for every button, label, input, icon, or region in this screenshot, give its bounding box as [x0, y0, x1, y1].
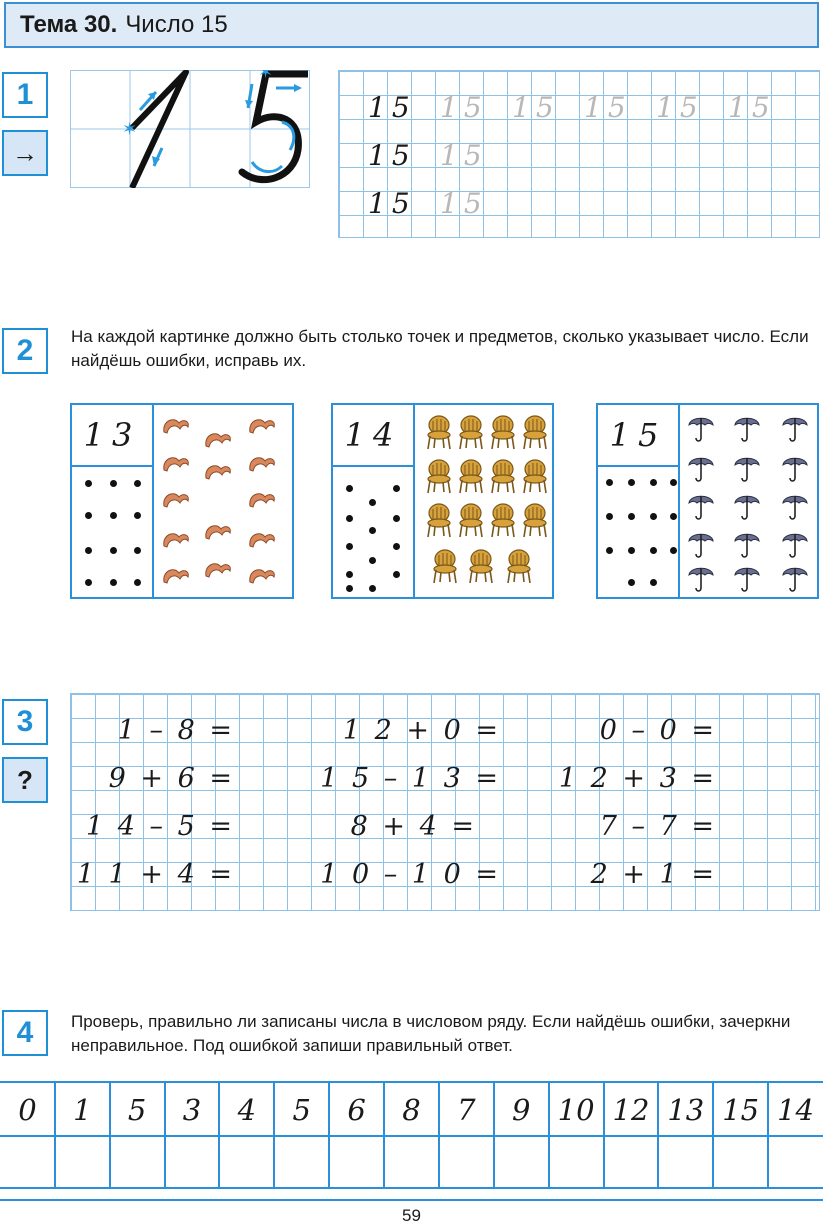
umbrella-icon [688, 563, 714, 598]
cashew-icon [162, 455, 190, 478]
number-cell: 8 [402, 1093, 421, 1127]
cashew-icon [204, 431, 232, 454]
cashew-icon [162, 491, 190, 514]
umbrella-icon [782, 563, 808, 598]
items-box [156, 405, 292, 597]
count-dot [369, 585, 376, 592]
equation: 1 5 – 1 3 = [320, 763, 501, 794]
answer-cell[interactable] [713, 1137, 768, 1187]
copy-row-2-trace-1: 15 [440, 139, 488, 172]
count-dot [606, 479, 613, 486]
copy-row-1-trace-1: 15 [440, 91, 488, 124]
answer-cell[interactable] [274, 1137, 329, 1187]
number-cell: 4 [237, 1093, 257, 1127]
chair-icon [489, 415, 517, 456]
count-dot [650, 479, 657, 486]
count-dot [85, 547, 92, 554]
items-box [417, 405, 552, 597]
count-dot [650, 579, 657, 586]
count-dot [628, 513, 635, 520]
task-2-instruction: На каждой картинке должно быть столько точек и предметов, сколько указывает число. Если найдёшь ошибки, исправь их. [71, 327, 809, 370]
chair-icon [425, 459, 453, 500]
chair-icon [521, 459, 549, 500]
cashew-icon [248, 491, 276, 514]
equation: 1 4 – 5 = [86, 811, 235, 842]
count-dot [134, 547, 141, 554]
umbrella-icon [782, 529, 808, 564]
umbrella-icon [734, 563, 760, 598]
count-dot [393, 571, 400, 578]
number-cell: 0 [18, 1093, 37, 1127]
count-dot [369, 557, 376, 564]
picture-card-13 [70, 403, 294, 599]
count-dot [650, 513, 657, 520]
number-cell: 3 [182, 1093, 202, 1127]
count-dot [134, 480, 141, 487]
equation: 1 2 + 3 = [558, 763, 717, 794]
umbrella-icon [734, 491, 760, 526]
svg-text:✶: ✶ [122, 119, 138, 139]
umbrella-icon [688, 491, 714, 526]
count-dot [650, 547, 657, 554]
umbrella-icon [688, 413, 714, 448]
number-cell: 7 [457, 1093, 476, 1127]
umbrella-icon [782, 453, 808, 488]
count-dot [134, 579, 141, 586]
task-4-instruction: Проверь, правильно ли записаны числа в числовом ряду. Если найдёшь ошибки, зачеркни неправильное. Под ошибкой запиши правильный ответ. [71, 1012, 791, 1055]
answer-cell[interactable] [219, 1137, 274, 1187]
count-dot [606, 513, 613, 520]
copy-row-3-trace-1: 15 [440, 187, 488, 220]
chair-icon [457, 459, 485, 500]
copy-row-1-trace-2: 15 [512, 91, 560, 124]
answer-cell[interactable] [329, 1137, 384, 1187]
copy-row-1-trace-3: 15 [584, 91, 632, 124]
number-cell: 9 [512, 1093, 531, 1127]
equation: 1 0 – 1 0 = [320, 859, 501, 890]
equation: 1 2 + 0 = [342, 715, 501, 746]
count-dot [628, 579, 635, 586]
umbrella-icon [688, 529, 714, 564]
number-cell: 10 [557, 1093, 595, 1127]
copy-row-1-sample: 15 [368, 91, 416, 124]
svg-text:✶: ✶ [258, 70, 274, 82]
count-dot [346, 571, 353, 578]
answer-cell[interactable] [0, 1137, 55, 1187]
cashew-icon [248, 567, 276, 590]
task-number-1: 1 [2, 72, 48, 118]
equation: 7 – 7 = [599, 811, 717, 842]
count-dot [85, 480, 92, 487]
cashew-icon [248, 531, 276, 554]
cashew-icon [204, 463, 232, 486]
cashew-icon [204, 523, 232, 546]
cashew-icon [162, 567, 190, 590]
page-number: 59 [402, 1206, 421, 1225]
count-dot [670, 547, 677, 554]
number-row-table [0, 1081, 823, 1189]
topic-title: Число 15 [125, 11, 228, 38]
card-number: 13 [72, 405, 154, 467]
answer-cell[interactable] [165, 1137, 220, 1187]
count-dot [670, 479, 677, 486]
count-dot [134, 512, 141, 519]
count-dot [369, 527, 376, 534]
chair-icon [521, 503, 549, 544]
arrow-icon: → [2, 130, 48, 176]
count-dot [85, 579, 92, 586]
answer-cell[interactable] [768, 1137, 823, 1187]
equation: 8 + 4 = [350, 811, 477, 842]
dot-box [72, 467, 154, 597]
number-cell: 12 [612, 1093, 650, 1127]
count-dot [346, 543, 353, 550]
chair-icon [521, 415, 549, 456]
chair-icon [489, 503, 517, 544]
copy-row-1-trace-5: 15 [728, 91, 776, 124]
chair-icon [467, 549, 495, 590]
number-cell: 1 [73, 1093, 92, 1127]
items-box [682, 405, 817, 597]
count-dot [346, 585, 353, 592]
umbrella-icon [734, 453, 760, 488]
copy-row-3-sample: 15 [368, 187, 416, 220]
count-dot [369, 499, 376, 506]
task-number-2: 2 [2, 328, 48, 374]
count-dot [670, 513, 677, 520]
picture-card-15 [596, 403, 819, 599]
chair-icon [505, 549, 533, 590]
count-dot [110, 480, 117, 487]
answer-cell[interactable] [439, 1137, 494, 1187]
equation: 1 – 8 = [117, 715, 235, 746]
chair-icon [425, 415, 453, 456]
answer-cell[interactable] [604, 1137, 659, 1187]
equation: 0 – 0 = [599, 715, 717, 746]
card-number: 15 [598, 405, 680, 467]
task-number-3: 3 [2, 699, 48, 745]
number-cell: 6 [347, 1093, 366, 1127]
task-number-4: 4 [2, 1010, 48, 1056]
count-dot [393, 543, 400, 550]
umbrella-icon [734, 413, 760, 448]
dot-box [598, 467, 680, 597]
cashew-icon [248, 417, 276, 440]
cashew-icon [162, 531, 190, 554]
cashew-icon [162, 417, 190, 440]
umbrella-icon [782, 413, 808, 448]
equation: 2 + 1 = [590, 859, 717, 890]
count-dot [628, 479, 635, 486]
chair-icon [431, 549, 459, 590]
chair-icon [489, 459, 517, 500]
number-cell: 5 [292, 1093, 311, 1127]
footer-rule [0, 1199, 823, 1201]
digit-five-stroke [242, 70, 308, 180]
umbrella-icon [688, 453, 714, 488]
digit-one-stroke [122, 72, 186, 188]
cashew-icon [204, 561, 232, 584]
chair-icon [425, 503, 453, 544]
equation: 1 1 + 4 = [76, 859, 235, 890]
number-cell: 5 [127, 1093, 147, 1127]
equation: 9 + 6 = [108, 763, 235, 794]
count-dot [606, 547, 613, 554]
picture-card-14 [331, 403, 554, 599]
number-cell: 13 [667, 1093, 705, 1127]
page-title [4, 2, 819, 48]
digit-tracing-area [70, 70, 310, 188]
count-dot [346, 515, 353, 522]
answer-cell[interactable] [658, 1137, 713, 1187]
chair-icon [457, 415, 485, 456]
answer-cell[interactable] [55, 1137, 110, 1187]
count-dot [110, 547, 117, 554]
cashew-icon [248, 455, 276, 478]
answer-cell[interactable] [494, 1137, 549, 1187]
dot-box [333, 467, 415, 597]
count-dot [346, 485, 353, 492]
topic-label: Тема 30. [20, 11, 118, 38]
chair-icon [457, 503, 485, 544]
card-number: 14 [333, 405, 415, 467]
copy-row-2-sample: 15 [368, 139, 416, 172]
answer-cell[interactable] [384, 1137, 439, 1187]
answer-cell[interactable] [549, 1137, 604, 1187]
copy-row-1-trace-4: 15 [656, 91, 704, 124]
count-dot [110, 579, 117, 586]
count-dot [628, 547, 635, 554]
count-dot [393, 515, 400, 522]
umbrella-icon [782, 491, 808, 526]
count-dot [393, 485, 400, 492]
number-cell: 15 [722, 1093, 760, 1127]
answer-cell[interactable] [110, 1137, 165, 1187]
question-icon: ? [2, 757, 48, 803]
umbrella-icon [734, 529, 760, 564]
count-dot [85, 512, 92, 519]
number-cell: 14 [777, 1093, 814, 1127]
count-dot [110, 512, 117, 519]
